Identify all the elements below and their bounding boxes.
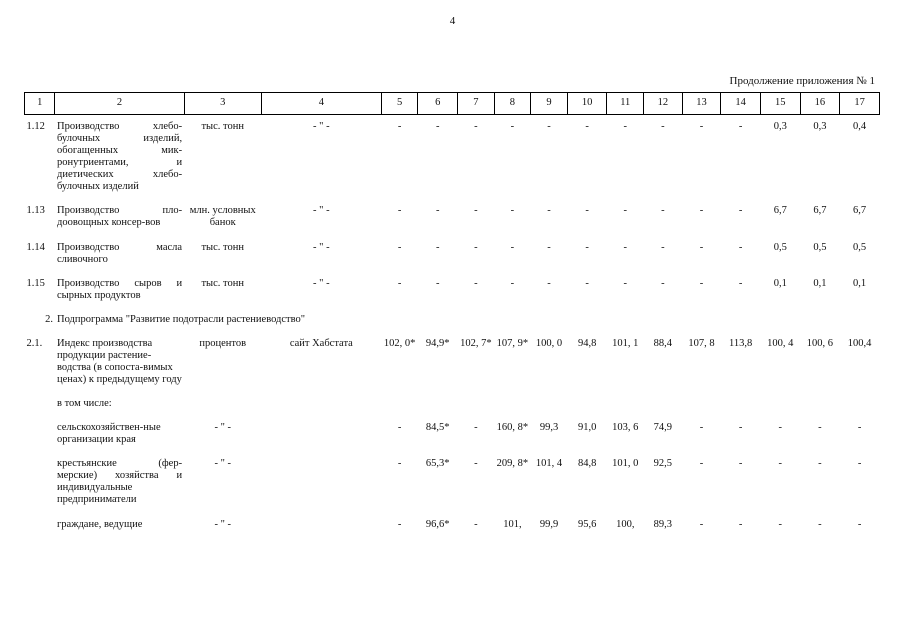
column-header: 11 (607, 93, 644, 115)
spacer-cell (25, 507, 880, 519)
value-cell: - (857, 518, 862, 530)
value-cell: - (435, 205, 440, 217)
section-title: Подпрограмма "Развитие подотрасли растениеводство" (56, 313, 306, 325)
spacer-row (25, 326, 880, 338)
value-cell: 113,8 (728, 337, 753, 349)
column-header: 1 (25, 93, 55, 115)
value-cell: 74,9 (653, 422, 673, 434)
value-cell: 89,3 (653, 518, 673, 530)
value-cell: - (474, 518, 478, 530)
value-cell: - (699, 241, 704, 253)
row-source: - " - (313, 121, 330, 132)
row-number: 2.1. (26, 337, 43, 349)
column-header: 4 (261, 93, 381, 115)
value-cell: - (778, 458, 782, 470)
spacer-cell (25, 230, 880, 242)
value-cell: 94,9* (425, 337, 450, 349)
value-cell: 0,3 (773, 121, 787, 132)
spacer-cell (25, 386, 880, 398)
value-cell: - (397, 518, 402, 530)
value-cell: - (661, 277, 665, 289)
value-cell: - (397, 277, 402, 289)
value-cell: 99,3 (539, 422, 559, 434)
value-cell: - (397, 458, 402, 470)
value-cell: - (510, 121, 515, 132)
value-cell: - (699, 121, 704, 132)
row-source: - " - (313, 241, 330, 253)
value-cell: - (699, 422, 704, 434)
value-cell: 84,8 (577, 458, 597, 470)
value-cell: 0,1 (853, 277, 867, 289)
value-cell: 0,5 (773, 241, 787, 253)
value-cell: - (661, 241, 665, 253)
value-cell: - (435, 241, 440, 253)
value-cell: 0,4 (853, 121, 867, 132)
value-cell: 0,1 (813, 277, 827, 289)
row-number: 1.14 (26, 241, 45, 253)
column-header: 13 (682, 93, 721, 115)
column-header: 17 (840, 93, 880, 115)
value-cell: 160, 8* (496, 422, 529, 434)
row-unit: тыс. тонн (201, 241, 244, 253)
value-cell: - (623, 205, 627, 217)
spacer-cell (25, 193, 880, 205)
value-cell: - (699, 277, 704, 289)
value-cell: 88,4 (653, 337, 673, 349)
value-cell: - (474, 205, 478, 217)
value-cell: - (397, 205, 402, 217)
spacer-row (25, 302, 880, 314)
value-cell: - (474, 422, 478, 434)
value-cell: 95,6 (577, 518, 597, 530)
row-source (261, 458, 381, 506)
spacer-row (25, 507, 880, 519)
spacer-cell (25, 446, 880, 458)
row-name: крестьянские (фер-мерские) хозяйства и индивидуальные предприниматели (56, 458, 183, 506)
value-cell: - (699, 458, 704, 470)
value-cell: - (397, 422, 402, 434)
value-cell: - (699, 518, 704, 530)
row-source (261, 422, 381, 446)
value-cell: - (818, 518, 822, 530)
indicators-table (24, 92, 880, 531)
row-source: сайт Хабстата (289, 337, 353, 349)
value-cell: - (510, 205, 515, 217)
value-cell: - (585, 205, 589, 217)
value-cell: - (661, 205, 665, 217)
row-source: - " - (313, 277, 330, 289)
column-header: 8 (494, 93, 531, 115)
column-header: 12 (644, 93, 683, 115)
empty-cell (25, 398, 55, 410)
spacer-row (25, 193, 880, 205)
including-row (25, 398, 880, 410)
empty-cell (25, 519, 55, 531)
section-row (25, 314, 880, 326)
table-row (25, 121, 880, 193)
value-cell: - (623, 121, 627, 132)
value-cell: 91,0 (577, 422, 597, 434)
value-cell: - (474, 121, 478, 132)
value-cell: 84,5* (425, 422, 450, 434)
row-source (261, 519, 381, 531)
spacer-cell (25, 302, 880, 314)
column-header: 15 (760, 93, 800, 115)
row-unit: - " - (214, 458, 231, 470)
value-cell: 209, 8* (496, 458, 529, 470)
value-cell: - (585, 277, 589, 289)
value-cell: - (474, 277, 478, 289)
column-header: 9 (531, 93, 568, 115)
value-cell: 103, 6 (612, 422, 639, 434)
value-cell: 100,4 (847, 337, 872, 349)
value-cell: - (857, 458, 862, 470)
value-cell: 96,6* (425, 518, 450, 530)
value-cell: - (738, 277, 743, 289)
value-cell: 0,1 (773, 277, 787, 289)
value-cell: 101, 1 (612, 337, 639, 349)
row-unit: - " - (214, 518, 231, 530)
row-number: 1.13 (26, 205, 45, 217)
row-unit: тыс. тонн (201, 121, 244, 132)
value-cell: - (738, 241, 743, 253)
value-cell: 100, (616, 518, 635, 530)
column-header: 5 (381, 93, 418, 115)
value-cell: - (738, 518, 743, 530)
value-cell: 6,7 (773, 205, 787, 217)
value-cell: 101, (503, 518, 522, 530)
table-row (25, 205, 880, 229)
value-cell: - (585, 121, 589, 132)
spacer-row (25, 230, 880, 242)
value-cell: - (623, 241, 627, 253)
value-cell: 100, 4 (767, 337, 794, 349)
value-cell: 65,3* (425, 458, 450, 470)
value-cell: 0,5 (853, 241, 867, 253)
value-cell: 0,5 (813, 241, 827, 253)
value-cell: 107, 9* (496, 337, 529, 349)
value-cell: - (510, 277, 515, 289)
column-header: 2 (55, 93, 184, 115)
header-row (25, 93, 880, 115)
value-cell: 100, 0 (535, 337, 563, 349)
table-row (25, 422, 880, 446)
value-cell: 99,9 (539, 518, 559, 530)
value-cell: 107, 8 (688, 337, 715, 349)
value-cell: 102, 0* (383, 337, 416, 349)
value-cell: - (738, 121, 743, 132)
value-cell: - (623, 277, 627, 289)
spacer-row (25, 386, 880, 398)
value-cell: - (547, 205, 551, 217)
row-unit: млн. условных банок (189, 205, 256, 229)
value-cell: - (547, 121, 551, 132)
value-cell: - (778, 518, 782, 530)
value-cell: 102, 7* (460, 337, 492, 349)
value-cell: - (585, 241, 589, 253)
table-row (25, 458, 880, 506)
value-cell: 6,7 (853, 205, 867, 217)
row-name: Производство сыров и сырных продуктов (56, 277, 183, 301)
value-cell: - (547, 241, 551, 253)
column-header: 16 (800, 93, 840, 115)
value-cell: 101, 0 (612, 458, 639, 470)
row-unit: процентов (199, 337, 247, 349)
value-cell: - (699, 205, 704, 217)
value-cell: - (435, 121, 440, 132)
spacer-row (25, 446, 880, 458)
value-cell: - (857, 422, 862, 434)
including-label: в том числе: (56, 398, 112, 410)
value-cell: 100, 6 (806, 337, 834, 349)
value-cell: 94,8 (577, 337, 597, 349)
spacer-row (25, 266, 880, 278)
section-number: 2. (45, 313, 53, 325)
row-name: сельскохозяйствен-ные организации края (56, 422, 161, 446)
table-row (25, 242, 880, 266)
value-cell: - (661, 121, 665, 132)
column-header: 10 (567, 93, 607, 115)
value-cell: - (435, 277, 440, 289)
empty-cell (25, 422, 55, 446)
table-row (25, 338, 880, 386)
row-number: 1.12 (26, 121, 45, 132)
table-row (25, 519, 880, 531)
value-cell: - (474, 458, 478, 470)
page-number: 4 (449, 15, 456, 27)
row-unit: тыс. тонн (201, 277, 244, 289)
value-cell: - (818, 458, 822, 470)
spacer-cell (25, 266, 880, 278)
row-unit: - " - (214, 422, 231, 434)
row-source: - " - (313, 205, 330, 217)
column-header: 7 (458, 93, 495, 115)
row-name: Производство масла сливочного (56, 241, 183, 265)
spacer-cell (25, 410, 880, 422)
row-name: Индекс производства продукции растение-водства (в сопоста-вимых ценах) к предыдущему году (56, 337, 182, 385)
value-cell: - (738, 422, 743, 434)
continuation-label: Продолжение приложения № 1 (729, 75, 875, 87)
value-cell: - (474, 241, 478, 253)
row-name: Производство хлебо-булочных изделий, обогащенных мик-ронутриентами, и диетических хлебо-булочных изделий (56, 121, 183, 193)
value-cell: - (510, 241, 515, 253)
value-cell: 0,3 (813, 121, 827, 132)
value-cell: - (397, 121, 402, 132)
value-cell: - (818, 422, 822, 434)
empty-cell (25, 458, 55, 506)
value-cell: - (738, 458, 743, 470)
value-cell: - (547, 277, 551, 289)
spacer-row (25, 410, 880, 422)
value-cell: - (778, 422, 782, 434)
row-name: Производство пло-доовощных консер-вов (56, 205, 183, 229)
value-cell: 101, 4 (535, 458, 563, 470)
column-header: 3 (184, 93, 261, 115)
value-cell: - (397, 241, 402, 253)
spacer-cell (25, 326, 880, 338)
row-name: граждане, ведущие (56, 518, 143, 530)
column-header: 14 (721, 93, 761, 115)
value-cell: 6,7 (813, 205, 827, 217)
row-number: 1.15 (26, 277, 45, 289)
value-cell: 92,5 (653, 458, 673, 470)
value-cell: - (738, 205, 743, 217)
table-row (25, 278, 880, 302)
column-header: 6 (418, 93, 458, 115)
